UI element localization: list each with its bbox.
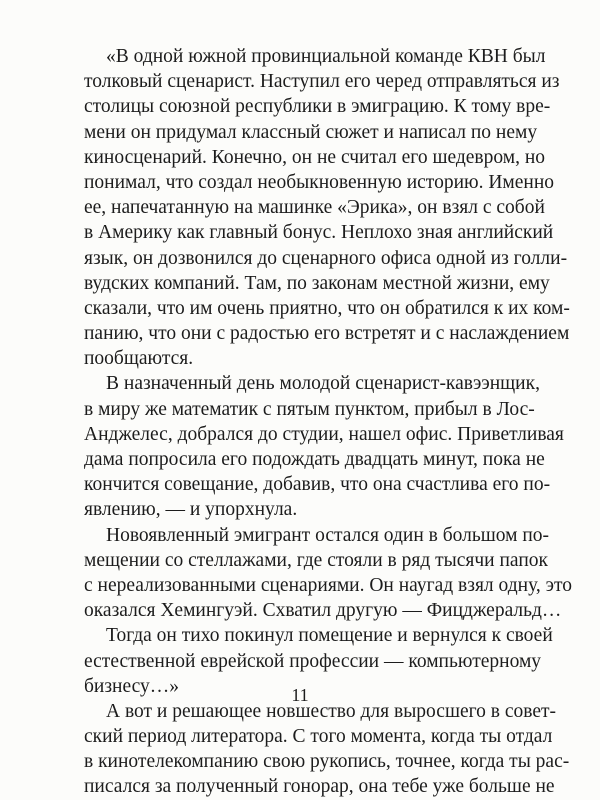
text-line: мещении со стеллажами, где стояли в ряд тысячи папок — [84, 549, 548, 571]
text-line: явлению, — и упорхнула. — [84, 499, 298, 521]
text-line: «В одной южной провинциальной команде КВН был — [106, 46, 546, 67]
text-line: в кинотелекомпанию свою рукопись, точнее, когда ты рас- — [84, 751, 570, 773]
text-line: язык, он дозвонился до сценарного офиса одной из голли- — [84, 247, 568, 269]
paragraph — [84, 523, 572, 624]
text-line: Тогда он тихо покинул помещение и вернулся к своей — [106, 625, 553, 647]
text-line: дама попросила его подождать двадцать минут, пока не — [84, 449, 545, 470]
text-line: бизнесу…» — [84, 675, 180, 697]
text-line: оказался Хемингуэй. Схватил другую — Фицджеральд… — [84, 600, 562, 622]
text-line: писался за полученный гонорар, она тебе уже больше не — [84, 776, 555, 798]
paragraph — [84, 44, 570, 371]
text-line: киносценарий. Конечно, он не считал его шедевром, но — [84, 146, 546, 168]
text-line: В назначенный день молодой сценарист-кавээнщик, — [106, 373, 540, 395]
text-line: ее, напечатанную на машинке «Эрика», он взял с собой — [84, 197, 545, 219]
text-line: в миру же математик с пятым пунктом, прибыл в Лос- — [84, 398, 535, 420]
text-line: ский период литератора. С того момента, когда ты отдал — [84, 726, 553, 748]
paragraph — [84, 371, 564, 522]
text-line: А вот и решающее новшество для выросшего в совет- — [106, 700, 557, 722]
paragraph — [84, 699, 570, 800]
text-line: мени он придумал классный сюжет и написал по нему — [84, 121, 538, 143]
text-line: толковый сценарист. Наступил его черед отправляться из — [84, 71, 560, 93]
text-line: сказали, что им очень приятно, что он обратился к их ком- — [84, 297, 570, 319]
text-line: Новоявленный эмигрант остался один в большом по- — [106, 524, 550, 546]
page-number: 11 — [291, 685, 309, 705]
text-line: вудских компаний. Там, по законам местной жизни, ему — [84, 272, 550, 294]
text-line: панию, что они с радостью его встретят и с наслаждением — [84, 323, 570, 345]
text-line: кончится совещание, добавив, что она счастлива его по- — [84, 474, 551, 496]
text-line: в Америку как главный бонус. Неплохо зная английский — [84, 222, 554, 244]
text-line: столицы союзной республики в эмиграцию. К тому вре- — [84, 96, 551, 118]
text-line: с нереализованными сценариями. Он наугад взял одну, это — [84, 574, 572, 596]
text-line: пообщаются. — [84, 348, 194, 370]
text-line: естественной еврейской профессии — компьютерному — [84, 650, 542, 672]
text-line: Анджелес, добрался до студии, нашел офис. Приветливая — [84, 423, 564, 445]
text-line: понимал, что создал необыкновенную историю. Именно — [84, 171, 555, 193]
